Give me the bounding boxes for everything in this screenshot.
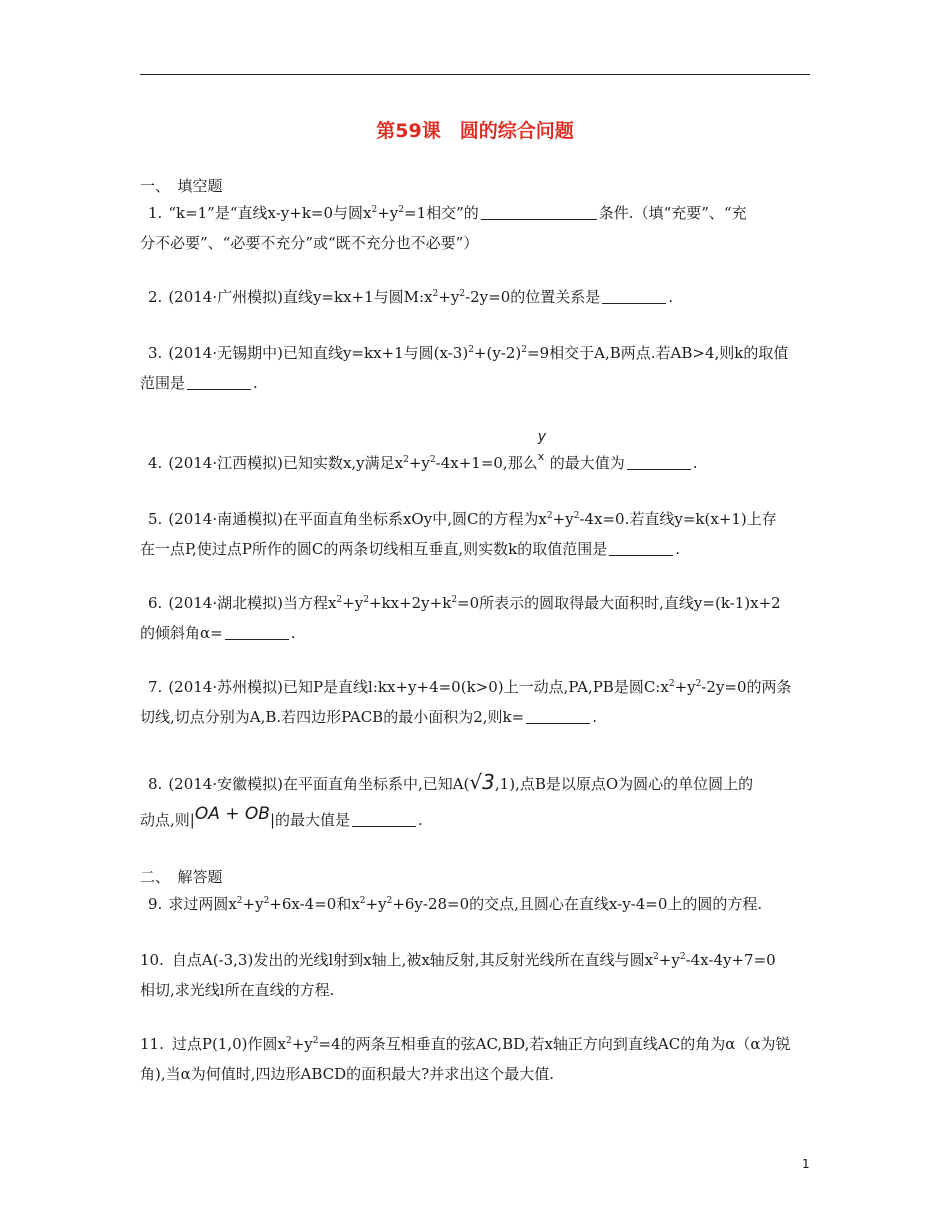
- page-number: 1: [802, 1157, 810, 1171]
- page-title: 第59课 圆的综合问题: [376, 120, 574, 142]
- question-number: 1.: [148, 204, 163, 222]
- section-solve: 二、 解答题: [140, 868, 223, 886]
- answer-blank[interactable]: [609, 538, 673, 556]
- answer-blank[interactable]: [627, 452, 691, 470]
- question-7: 7. (2014·苏州模拟)已知P是直线l:kx+y+4=0(k>0)上一动点,PA,PB是圆$C:x^2+y^2-2y=0$的两条 切线,切点分别为A,B.若四边形PACB的最小面积为2,则k= .: [140, 678, 792, 726]
- section-fill-in: 一、 填空题: [140, 177, 223, 195]
- vector-sum: OA + OB: [194, 804, 270, 824]
- question-5: 5. (2014·南通模拟)在平面直角坐标系xOy中,圆C的方程为$x^2+y^2-4x=0$.若直线y=k(x+1)上存 在一点P,使过点P所作的圆C的两条切线相互垂直,则实数k的取值范围是 .: [140, 510, 777, 558]
- question-4: 4. (2014·江西模拟)已知实数x,y满足$x^2+y^2-4x+1=0$,那么 y x 的最大值为 .: [148, 429, 698, 472]
- sqrt-three: √3: [469, 770, 495, 794]
- answer-blank[interactable]: [602, 286, 666, 304]
- question-8: 8. (2014·安徽模拟)在平面直角坐标系中,已知A(√3,1),点B是以原点O为圆心的单位圆上的 动点,则|OA + OB|的最大值是 .: [140, 770, 754, 829]
- answer-blank[interactable]: [481, 202, 597, 220]
- question-11: 11. 过点P(1,0)作圆$x^2+y^2=4$的两条互相垂直的弦AC,BD,若x轴正方向到直线AC的角为α（α为锐 角),当α为何值时,四边形ABCD的面积最大?并求出这个最大值.: [140, 1035, 791, 1083]
- question-2: 2. (2014·广州模拟)直线y=kx+1与圆$M:x^2+y^2-2y=0$的位置关系是 .: [148, 288, 674, 306]
- question-3: 3. (2014·无锡期中)已知直线y=kx+1与圆$(x-3)^2+(y-2)^2=9$相交于A,B两点.若AB>4,则k的取值 范围是 .: [140, 344, 789, 392]
- question-9: 9. 求过两圆$x^2+y^2+6x-4=0$和$x^2+y^2+6y-28=0$的交点,且圆心在直线x-y-4=0上的圆的方程.: [148, 895, 763, 913]
- question-10: 10. 自点A(-3,3)发出的光线l射到x轴上,被x轴反射,其反射光线所在直线与圆$x^2+y^2-4x-4y+7=0$ 相切,求光线l所在直线的方程.: [140, 951, 776, 999]
- question-6: 6. (2014·湖北模拟)当方程$x^2+y^2+kx+2y+k^2=0$所表示的圆取得最大面积时,直线y=(k-1)x+2 的倾斜角α= .: [140, 594, 781, 642]
- header-rule: [140, 74, 810, 75]
- answer-blank[interactable]: [526, 706, 590, 724]
- answer-blank[interactable]: [187, 372, 251, 390]
- question-1: 1. “k=1”是“直线x-y+k=0与圆$x^2+y^2=1$相交”的 条件.（填“充要”、“充 分不必要”、“必要不充分”或“既不充分也不必要”）: [140, 198, 812, 258]
- fraction-y-over-x: y x: [537, 429, 547, 463]
- answer-blank[interactable]: [225, 622, 289, 640]
- answer-blank[interactable]: [352, 809, 416, 827]
